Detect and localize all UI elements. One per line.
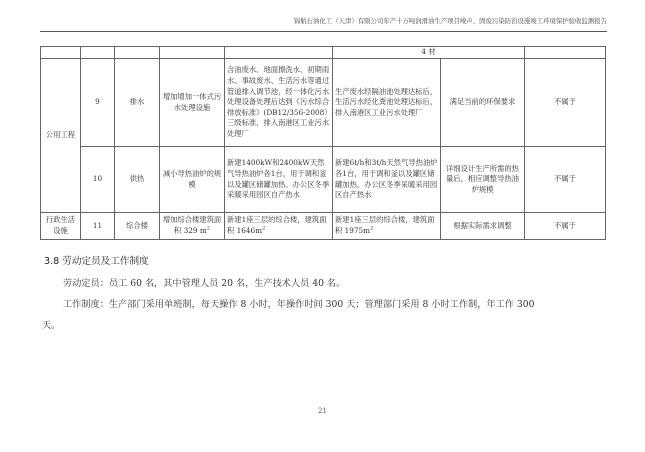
table-row — [41, 47, 606, 59]
row-name: 供热 — [115, 147, 160, 213]
table-row — [41, 59, 606, 147]
area-text: 增加综合楼建筑面积 329 m — [162, 215, 222, 235]
row-flag: 不属于 — [525, 147, 606, 213]
project-change-table — [40, 46, 606, 240]
table-cell — [525, 47, 606, 59]
row-number: 9 — [81, 59, 115, 147]
area-text: 新建1座三层的综合楼，建筑面积 1975m — [335, 215, 435, 235]
unit-superscript: 2 — [370, 225, 374, 232]
area-text: 新建1座三层的综合楼，建筑面积 1646m — [227, 215, 327, 235]
table-caption-cell: 4 材 — [333, 47, 525, 59]
group-cell-admin: 行政生活设施 — [41, 213, 81, 240]
section-title: 3.8 劳动定员及工作制度 — [44, 256, 149, 267]
row-plan: 增加增加一体式污水处理设施 — [160, 59, 225, 147]
row-env-assessment: 含油废水、地面擦洗水、初期雨水、事故废水、生活污水等通过管道排入调节池，经一体化污水处理设备处理后达到《污水综合排放标准》(DB12/356-2008）三级标准，排入南港区工业污水处理厂 — [225, 59, 333, 147]
unit-superscript: 2 — [262, 225, 266, 232]
row-flag: 不属于 — [525, 59, 606, 147]
table-row — [41, 213, 606, 240]
row-name: 综合楼 — [115, 213, 160, 240]
row-conclusion: 详细设计生产所需的热量后，相应调整导热油炉规模 — [441, 147, 525, 213]
table-cell — [160, 47, 225, 59]
table-cell — [225, 47, 333, 59]
table-cell — [41, 47, 81, 59]
row-conclusion: 根据实际需求调整 — [441, 213, 525, 240]
row-name: 排水 — [115, 59, 160, 147]
row-env-assessment: 新建1400kW和2400kW天然气导热油炉各1台，用于调和釜以及罐区储罐加热。办公区冬季采暖采用园区自产热水 — [225, 147, 333, 213]
row-plan — [160, 213, 225, 240]
row-number: 11 — [81, 213, 115, 240]
group-cell-public: 公用工程 — [41, 59, 81, 213]
row-env-assessment — [225, 213, 333, 240]
row-actual: 生产废水经隔油池处理达标后，生活污水经化粪池处理达标后，排入南港区工业污水处理厂 — [333, 59, 441, 147]
row-conclusion: 满足当前的环保要求 — [441, 59, 525, 147]
row-actual: 新建6t/h和3t/h天然气导热油炉各1台，用于调和釜以及罐区储罐加热。办公区冬季采暖采用园区自产热水 — [333, 147, 441, 213]
table-cell — [115, 47, 160, 59]
row-number: 10 — [81, 147, 115, 213]
row-plan: 减小导热油炉的规模 — [160, 147, 225, 213]
row-flag: 不属于 — [525, 213, 606, 240]
row-actual — [333, 213, 441, 240]
page-header: 锦航石油化工（天津）有限公司年产十万吨润滑油生产项目噪声、固废污染防治设施竣工环境保护验收监测报告 — [40, 13, 607, 32]
schedule-paragraph-continued: 天。 — [42, 320, 61, 331]
table-cell — [81, 47, 115, 59]
page-number: 21 — [318, 407, 327, 415]
schedule-paragraph: 工作制度：生产部门采用单班制，每天操作 8 小时，年操作时间 300 天；管理部门采用 8 小时工作制，年工作 300 — [63, 299, 535, 310]
unit-superscript: 2 — [206, 225, 210, 232]
staffing-paragraph: 劳动定员：员工 60 名，其中管理人员 20 名，生产技术人员 40 名。 — [63, 278, 346, 289]
table-row — [41, 147, 606, 213]
